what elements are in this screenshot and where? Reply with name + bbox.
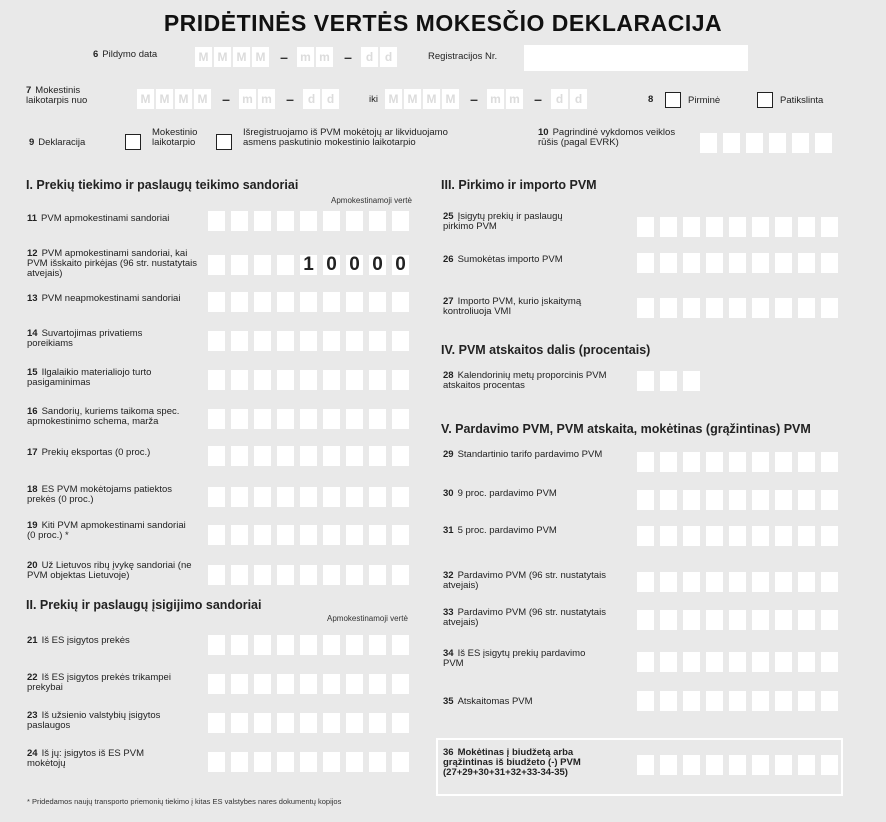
field-31-input[interactable] xyxy=(637,526,844,546)
field-18-input[interactable] xyxy=(208,487,415,507)
registration-label: Registracijos Nr. xyxy=(428,51,498,62)
section-5-title: V. Pardavimo PVM, PVM atskaita, mokėtinas (grąžintinas) PVM xyxy=(441,422,811,436)
field-27-label: 27 Importo PVM, kurio įskaitymą kontroliuoja VMI xyxy=(443,296,582,317)
deklaracija-deregistration-checkbox[interactable] xyxy=(216,134,232,150)
section-4-title: IV. PVM atskaitos dalis (procentais) xyxy=(441,343,651,357)
field-18-label: 18 ES PVM mokėtojams patiektos prekės (0 proc.) xyxy=(27,484,172,505)
field-16-label: 16 Sandorių, kuriems taikoma spec. apmokestinimo schema, marža xyxy=(27,406,180,427)
field-27-input[interactable] xyxy=(637,298,844,318)
pirmine-checkbox[interactable] xyxy=(665,92,681,108)
field-31-label: 31 5 proc. pardavimo PVM xyxy=(443,525,557,536)
field-26-label: 26 Sumokėtas importo PVM xyxy=(443,254,563,265)
field-11-label: 11 PVM apmokestinami sandoriai xyxy=(27,213,170,224)
field-33-input[interactable] xyxy=(637,610,844,630)
section-3-title: III. Pirkimo ir importo PVM xyxy=(441,178,597,192)
field-13-label: 13 PVM neapmokestinami sandoriai xyxy=(27,293,181,304)
deklaracija-period-label: Mokestinio laikotarpio xyxy=(152,127,198,148)
section-1-subtitle: Apmokestinamoji vertė xyxy=(331,196,412,205)
field-6-label: 6 Pildymo data xyxy=(93,49,158,60)
deklaracija-period-checkbox[interactable] xyxy=(125,134,141,150)
field-36-input[interactable] xyxy=(637,755,844,775)
field-17-label: 17 Prekių eksportas (0 proc.) xyxy=(27,447,151,458)
field-14-input[interactable] xyxy=(208,331,415,351)
field-19-input[interactable] xyxy=(208,525,415,545)
field-12-input[interactable]: 1 0 0 0 0 xyxy=(208,255,415,275)
footnote: * Pridedamos naujų transporto priemonių tiekimo į kitas ES valstybes nares dokumentų kopijos xyxy=(27,797,342,806)
field-36-label: 36 Mokėtinas į biudžetą arba grąžintinas iš biudžeto (-) PVM (27+29+30+31+32+33-34-35) xyxy=(443,747,581,778)
field-25-label: 25 Įsigytų prekių ir paslaugų pirkimo PVM xyxy=(443,211,563,232)
period-from-input[interactable]: M M M M – m m – d d xyxy=(137,89,341,109)
field-19-label: 19 Kiti PVM apmokestinami sandoriai (0 proc.) * xyxy=(27,520,186,541)
field-28-label: 28 Kalendorinių metų proporcinis PVM atskaitos procentas xyxy=(443,370,607,391)
field-23-label: 23 Iš užsienio valstybių įsigytos paslaugos xyxy=(27,710,161,731)
field-14-label: 14 Suvartojimas privatiems poreikiams xyxy=(27,328,143,349)
field-35-label: 35 Atskaitomas PVM xyxy=(443,696,533,707)
pildymo-date-input[interactable]: M M M M – m m – d d xyxy=(195,47,399,67)
field-12-label: 12 PVM apmokestinami sandoriai, kai PVM išskaito pirkėjas (96 str. nustatytais atvejais) xyxy=(27,248,198,279)
field-13-input[interactable] xyxy=(208,292,415,312)
section-2-subtitle: Apmokestinamoji vertė xyxy=(327,614,408,623)
field-9-label: 9 Deklaracija xyxy=(29,137,86,148)
field-7-label: 7 Mokestinis laikotarpis nuo xyxy=(26,85,88,106)
field-15-input[interactable] xyxy=(208,370,415,390)
deklaracija-deregistration-label: Išregistruojamo iš PVM mokėtojų ar likviduojamo asmens paskutinio mokestinio laikotarpio xyxy=(243,127,448,148)
registration-number-input[interactable] xyxy=(524,45,748,71)
field-22-input[interactable] xyxy=(208,674,415,694)
field-17-input[interactable] xyxy=(208,446,415,466)
field-11-input[interactable] xyxy=(208,211,415,231)
pirmine-label: Pirminė xyxy=(688,95,721,106)
patikslinta-label: Patikslinta xyxy=(780,95,824,106)
section-2-title: II. Prekių ir paslaugų įsigijimo sandoriai xyxy=(26,598,262,612)
field-34-label: 34 Iš ES įsigytų prekių pardavimo PVM xyxy=(443,648,586,669)
field-30-label: 30 9 proc. pardavimo PVM xyxy=(443,488,557,499)
field-32-input[interactable] xyxy=(637,572,844,592)
field-24-label: 24 Iš jų: įsigytos iš ES PVM mokėtojų xyxy=(27,748,144,769)
field-15-label: 15 Ilgalaikio materialiojo turto pasigaminimas xyxy=(27,367,152,388)
iki-label: iki xyxy=(369,94,378,105)
period-to-input[interactable]: M M M M – m m – d d xyxy=(385,89,589,109)
field-10-label: 10 Pagrindinė vykdomos veiklos rūšis (pagal EVRK) xyxy=(538,127,676,148)
field-8-num: 8 xyxy=(648,94,654,105)
field-25-input[interactable] xyxy=(637,217,844,237)
field-29-label: 29 Standartinio tarifo pardavimo PVM xyxy=(443,449,603,460)
field-35-input[interactable] xyxy=(637,691,844,711)
field-33-label: 33 Pardavimo PVM (96 str. nustatytais atvejais) xyxy=(443,607,606,628)
field-24-input[interactable] xyxy=(208,752,415,772)
field-22-label: 22 Iš ES įsigytos prekės trikampei prekybai xyxy=(27,672,171,693)
field-20-input[interactable] xyxy=(208,565,415,585)
field-26-input[interactable] xyxy=(637,253,844,273)
field-29-input[interactable] xyxy=(637,452,844,472)
evrk-input[interactable] xyxy=(700,133,838,153)
field-21-label: 21 Iš ES įsigytos prekės xyxy=(27,635,130,646)
field-16-input[interactable] xyxy=(208,409,415,429)
form-title: PRIDĖTINĖS VERTĖS MOKESČIO DEKLARACIJA xyxy=(163,10,723,36)
field-28-input[interactable] xyxy=(637,371,706,391)
field-23-input[interactable] xyxy=(208,713,415,733)
field-20-label: 20 Už Lietuvos ribų įvykę sandoriai (ne PVM objektas Lietuvoje) xyxy=(27,560,192,581)
field-34-input[interactable] xyxy=(637,652,844,672)
field-21-input[interactable] xyxy=(208,635,415,655)
field-30-input[interactable] xyxy=(637,490,844,510)
section-1-title: I. Prekių tiekimo ir paslaugų teikimo sandoriai xyxy=(26,178,299,192)
field-32-label: 32 Pardavimo PVM (96 str. nustatytais atvejais) xyxy=(443,570,606,591)
patikslinta-checkbox[interactable] xyxy=(757,92,773,108)
